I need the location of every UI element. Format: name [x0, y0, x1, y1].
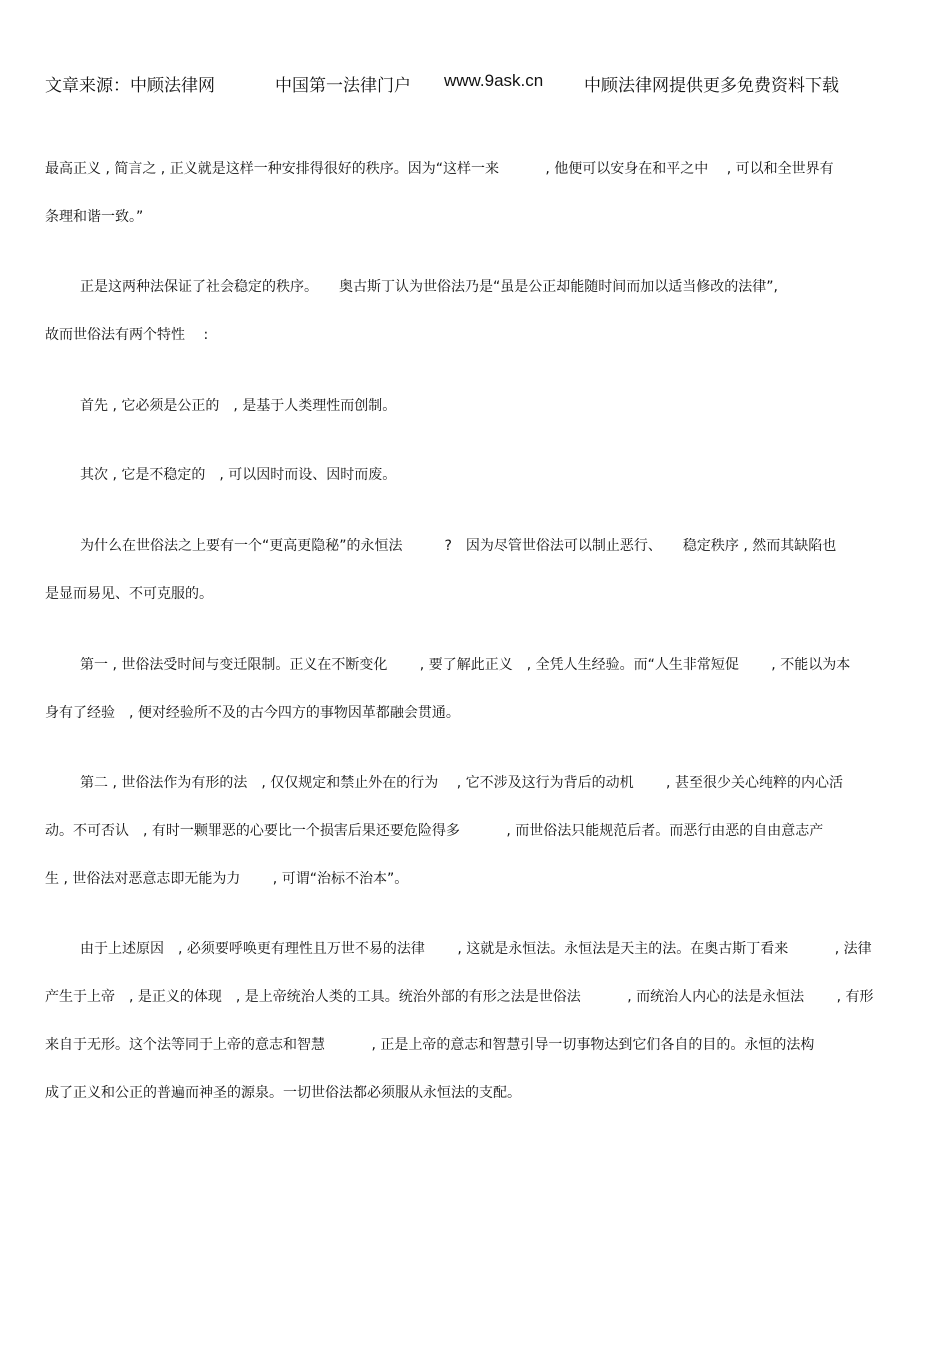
text-line: 首先 , 它必须是公正的 , 是基于人类理性而创制。 — [80, 398, 397, 414]
promo-label: 中顾法律网提供更多免费资料下载 — [584, 76, 839, 96]
text-line: 最高正义 , 简言之 , 正义就是这样一种安排得很好的秩序。因为“这样一来 , 他便可以安身在和平之中 , 可以和全世界有 — [45, 161, 834, 177]
text-line: 成了正义和公正的普遍而神圣的源泉。一切世俗法都必须服从永恒法的支配。 — [45, 1085, 521, 1101]
site-url-link[interactable]: www.9ask.cn — [444, 71, 544, 90]
text-line: 生 , 世俗法对恶意志即无能为力 , 可谓“治标不治本”。 — [45, 871, 409, 887]
text-line: 正是这两种法保证了社会稳定的秩序。 奥古斯丁认为世俗法乃是“虽是公正却能随时间而加以适当修改的法律”, — [80, 279, 778, 295]
portal-label: 中国第一法律门户 — [275, 76, 411, 96]
text-line: 第二 , 世俗法作为有形的法 , 仅仅规定和禁止外在的行为 , 它不涉及这行为背后的动机 , 甚至很少关心纯粹的内心活 — [80, 775, 843, 791]
text-line: 来自于无形。这个法等同于上帝的意志和智慧 , 正是上帝的意志和智慧引导一切事物达到它们各自的目的。永恒的法构 — [45, 1037, 815, 1053]
source-label: 文章来源：中顾法律网 — [45, 76, 215, 96]
text-line: 产生于上帝 , 是正义的体现 , 是上帝统治人类的工具。统治外部的有形之法是世俗法 , 而统治人内心的法是永恒法 , 有形 — [45, 989, 874, 1005]
text-line: 为什么在世俗法之上要有一个“更高更隐秘”的永恒法 ? 因为尽管世俗法可以制止恶行、 稳定秩序 , 然而其缺陷也 — [80, 538, 837, 554]
text-line: 其次 , 它是不稳定的 , 可以因时而设、因时而废。 — [80, 467, 397, 483]
text-line: 动。不可否认 , 有时一颗罪恶的心要比一个损害后果还要危险得多 , 而世俗法只能规范后者。而恶行由恶的自由意志产 — [45, 823, 824, 839]
text-line: 条理和谐一致。” — [45, 209, 144, 225]
text-line: 是显而易见、不可克服的。 — [45, 586, 213, 602]
text-line: 故而世俗法有两个特性 : — [45, 327, 209, 343]
text-line: 身有了经验 , 便对经验所不及的古今四方的事物因革都融会贯通。 — [45, 705, 460, 721]
text-line: 第一 , 世俗法受时间与变迁限制。正义在不断变化 , 要了解此正义 , 全凭人生经验。而“人生非常短促 , 不能以为本 — [80, 657, 851, 673]
text-line: 由于上述原因 , 必须要呼唤更有理性且万世不易的法律 , 这就是永恒法。永恒法是天主的法。在奥古斯丁看来 , 法律 — [80, 941, 872, 957]
